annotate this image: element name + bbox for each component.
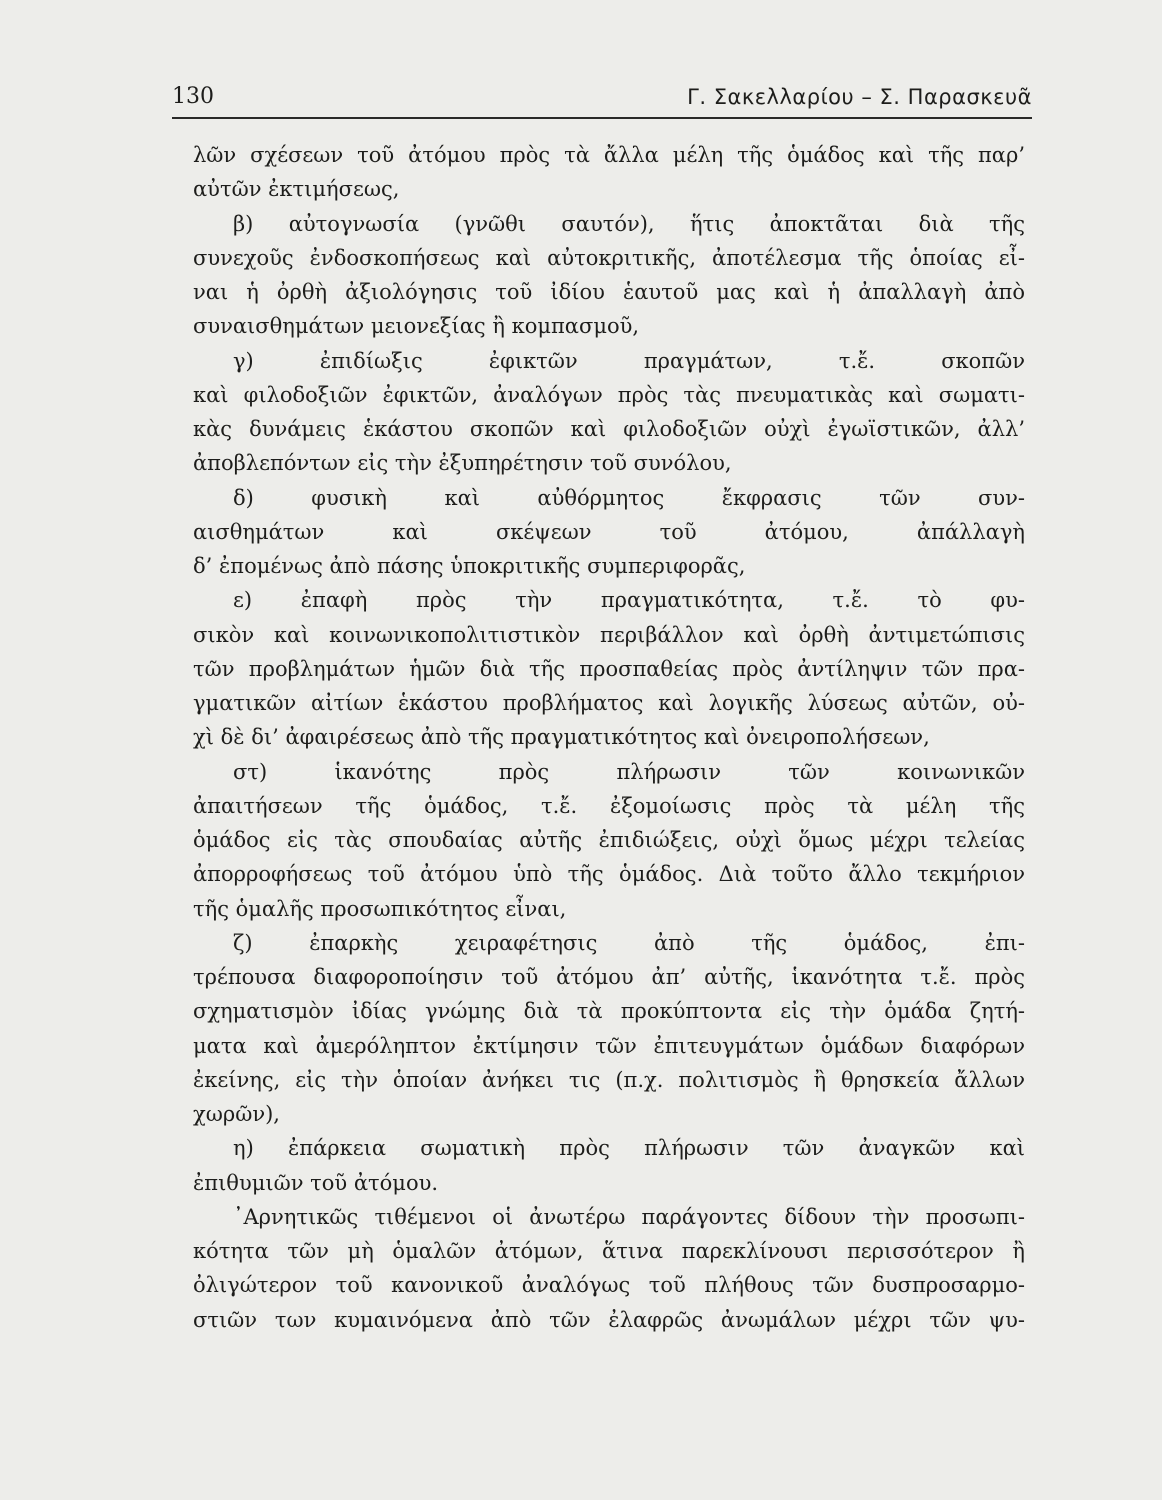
running-title: Γ. Σακελλαρίου – Σ. Παρασκευᾶ: [687, 85, 1032, 109]
text-line: γματικῶν αἰτίων ἑκάστου προβλήματος καὶ λογικῆς λύσεως αὐτῶν, οὐ-: [193, 691, 1025, 715]
text-line: συναισθημάτων μειονεξίας ἢ κομπασμοῦ,: [193, 314, 640, 339]
text-line: β) αὐτογνωσία (γνῶθι σαυτόν), ἥτις ἀποκτᾶται διὰ τῆς: [233, 211, 1025, 236]
text-line: ἀπαιτήσεων τῆς ὁμάδος, τ.ἔ. ἐξομοίωσις πρὸς τὰ μέλη τῆς: [193, 793, 1025, 818]
text-line: ματα καὶ ἀμερόληπτον ἐκτίμησιν τῶν ἐπιτευγμάτων ὁμάδων διαφόρων: [193, 1033, 1025, 1058]
text-line: ἀπορροφήσεως τοῦ ἀτόμου ὑπὸ τῆς ὁμάδος. Διὰ τοῦτο ἄλλο τεκμήριον: [193, 862, 1025, 887]
text-line: ᾿Αρνητικῶς τιθέμενοι οἱ ἀνωτέρω παράγοντες δίδουν τὴν προσωπι-: [233, 1204, 1025, 1229]
text-line: χωρῶν),: [193, 1102, 280, 1126]
text-line: στ) ἱκανότης πρὸς πλήρωσιν τῶν κοινωνικῶν: [233, 759, 1025, 784]
text-line: τρέπουσα διαφοροποίησιν τοῦ ἀτόμου ἀπ’ αὐτῆς, ἱκανότητα τ.ἔ. πρὸς: [193, 965, 1025, 989]
text-line: κὰς δυνάμεις ἑκάστου σκοπῶν καὶ φιλοδοξιῶν οὐχὶ ἐγωϊστικῶν, ἀλλ’: [193, 417, 1025, 441]
header-rule: [172, 117, 1032, 119]
text-line: κότητα τῶν μὴ ὁμαλῶν ἀτόμων, ἅτινα παρεκλίνουσι περισσότερον ἢ: [193, 1239, 1025, 1263]
text-line: ε) ἐπαφὴ πρὸς τὴν πραγματικότητα, τ.ἔ. τὸ φυ-: [233, 588, 1025, 613]
text-line: ὁμάδος εἰς τὰς σπουδαίας αὐτῆς ἐπιδιώξεις, οὐχὶ ὅμως μέχρι τελείας: [193, 828, 1025, 852]
text-line: σικὸν καὶ κοινωνικοπολιτιστικὸν περιβάλλον καὶ ὀρθὴ ἀντιμετώπισις: [193, 622, 1025, 647]
body-text: [193, 138, 1025, 1337]
text-line: τῶν προβλημάτων ἡμῶν διὰ τῆς προσπαθείας πρὸς ἀντίληψιν τῶν πρα-: [193, 656, 1025, 681]
text-line: ἐκείνης, εἰς τὴν ὁποίαν ἀνήκει τις (π.χ. πολιτισμὸς ἢ θρησκεία ἄλλων: [193, 1067, 1025, 1092]
page-header: [172, 82, 1032, 112]
text-line: καὶ φιλοδοξιῶν ἐφικτῶν, ἀναλόγων πρὸς τὰς πνευματικὰς καὶ σωματι-: [193, 382, 1025, 407]
text-line: χὶ δὲ δι’ ἀφαιρέσεως ἀπὸ τῆς πραγματικότητος καὶ ὀνειροπολήσεων,: [193, 725, 930, 750]
text-line: αὐτῶν ἐκτιμήσεως,: [193, 177, 400, 202]
text-line: συνεχοῦς ἐνδοσκοπήσεως καὶ αὐτοκριτικῆς, ἀποτέλεσμα τῆς ὁποίας εἶ-: [193, 245, 1025, 270]
text-line: η) ἐπάρκεια σωματικὴ πρὸς πλήρωσιν τῶν ἀναγκῶν καὶ: [233, 1136, 1025, 1161]
text-line: λῶν σχέσεων τοῦ ἀτόμου πρὸς τὰ ἄλλα μέλη τῆς ὁμάδος καὶ τῆς παρ’: [193, 143, 1025, 167]
text-line: σχηματισμὸν ἰδίας γνώμης διὰ τὰ προκύπτοντα εἰς τὴν ὁμάδα ζητή-: [193, 999, 1025, 1024]
text-line: ἐπιθυμιῶν τοῦ ἀτόμου.: [193, 1170, 439, 1195]
text-line: ζ) ἐπαρκὴς χειραφέτησις ἀπὸ τῆς ὁμάδος, ἐπι-: [233, 930, 1025, 955]
text-line: δ) φυσικὴ καὶ αὐθόρμητος ἔκφρασις τῶν συν-: [233, 485, 1025, 510]
text-line: γ) ἐπιδίωξις ἐφικτῶν πραγμάτων, τ.ἔ. σκοπῶν: [233, 348, 1025, 373]
text-line: ὀλιγώτερον τοῦ κανονικοῦ ἀναλόγως τοῦ πλήθους τῶν δυσπροσαρμο-: [193, 1273, 1025, 1298]
text-line: δ’ ἐπομένως ἀπὸ πάσης ὑποκριτικῆς συμπεριφορᾶς,: [193, 554, 746, 578]
text-line: τῆς ὁμαλῆς προσωπικότητος εἶναι,: [193, 896, 567, 921]
text-line: στιῶν των κυμαινόμενα ἀπὸ τῶν ἐλαφρῶς ἀνωμάλων μέχρι τῶν ψυ-: [193, 1307, 1025, 1332]
text-line: αισθημάτων καὶ σκέψεων τοῦ ἀτόμου, ἀπάλλαγὴ: [193, 519, 1025, 544]
page-number: 130: [172, 84, 214, 109]
text-line: ναι ἡ ὀρθὴ ἀξιολόγησις τοῦ ἰδίου ἑαυτοῦ μας καὶ ἡ ἀπαλλαγὴ ἀπὸ: [193, 280, 1025, 304]
text-line: ἀποβλεπόντων εἰς τὴν ἐξυπηρέτησιν τοῦ συνόλου,: [193, 451, 732, 476]
